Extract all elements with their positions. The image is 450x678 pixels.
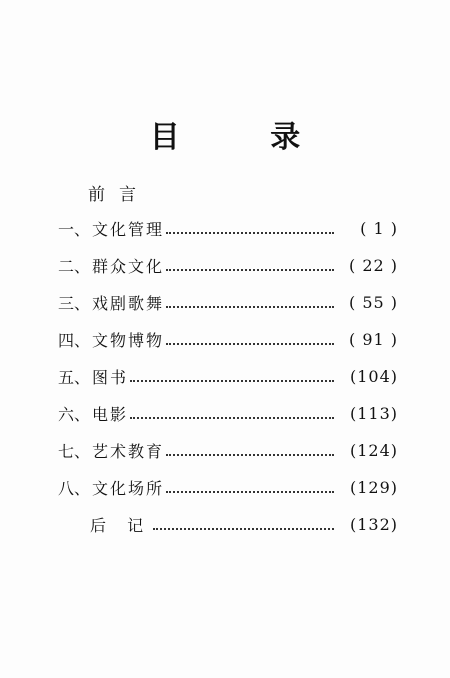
toc-entry-postscript[interactable] [90,506,398,542]
entry-page-number: (129) [349,477,398,497]
entry-page-number: ( 1 ) [360,218,398,238]
entry-number: 二、 [58,256,91,276]
entry-label: 艺术教育 [92,441,165,461]
toc-entry-3[interactable] [58,284,398,320]
entry-number: 三、 [58,293,91,313]
entry-page-number: (104) [349,366,398,386]
entry-label: 戏剧歌舞 [92,293,165,313]
entry-label: 电影 [92,404,129,424]
entry-page-number: (132) [349,514,398,534]
dot-leader [153,518,334,530]
entry-number: 七、 [58,441,91,461]
entry-number: 四、 [58,330,91,350]
entry-label: 后 记 [90,515,152,535]
entry-page-number: ( 55 ) [348,292,398,312]
toc-entry-8[interactable] [58,469,398,505]
dot-leader [130,370,334,382]
entry-label: 文化管理 [92,219,165,239]
entry-number: 一、 [58,219,91,239]
entry-number: 六、 [58,404,91,424]
entry-number: 八、 [58,478,91,498]
toc-entry-4[interactable] [58,321,398,357]
toc-entry-1[interactable] [58,210,398,246]
toc-entry-2[interactable] [58,247,398,283]
toc-entry-7[interactable] [58,432,398,468]
toc-entry-6[interactable] [58,395,398,431]
dot-leader [166,444,334,456]
entry-label: 文化场所 [92,478,165,498]
preface-heading: 前言 [88,185,150,205]
entry-label: 图书 [92,367,129,387]
entry-page-number: (113) [349,403,398,423]
dot-leader [166,222,334,234]
entry-page-number: (124) [349,440,398,460]
dot-leader [130,407,334,419]
entry-label: 群众文化 [92,256,165,276]
dot-leader [166,296,334,308]
dot-leader [166,333,334,345]
dot-leader [166,259,334,271]
entry-page-number: ( 91 ) [348,329,398,349]
entry-label: 文物博物 [92,330,165,350]
toc-entry-5[interactable] [58,358,398,394]
entry-number: 五、 [58,367,91,387]
page-title: 目 录 [149,120,341,155]
entry-page-number: ( 22 ) [348,255,398,275]
dot-leader [166,481,334,493]
